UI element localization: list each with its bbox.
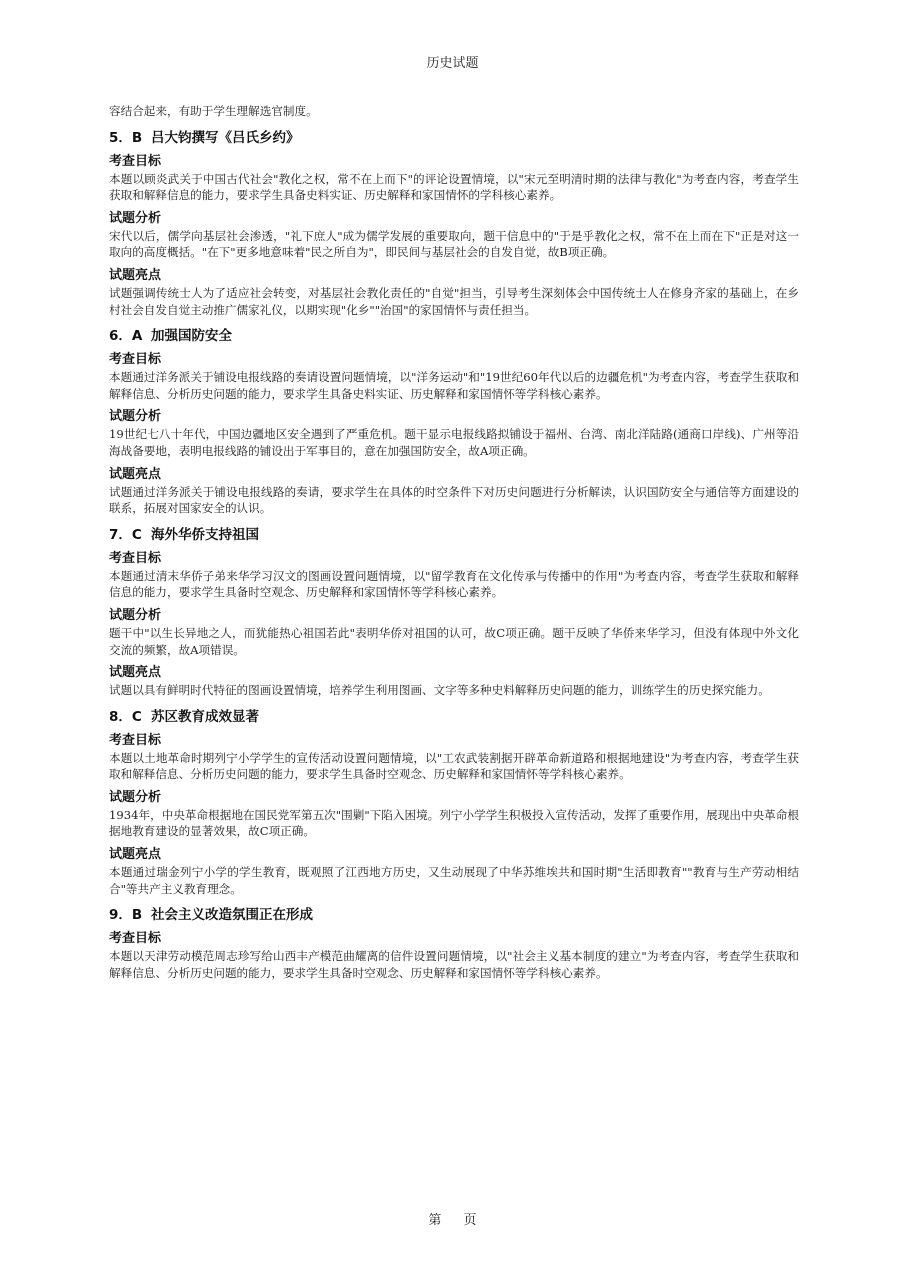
section-paragraph: 本题以天津劳动模范周志珍写给山西丰产模范曲耀离的信件设置问题情境，以"社会主义基本制度的建立"为考查内容，考查学生获取和解释信息、分析历史问题的能力，要求学生具备时空观念、历史解释和家国情怀等学科核心素养。: [109, 949, 799, 980]
section-paragraph: 本题通过清末华侨子弟来华学习汉文的图画设置问题情境，以"留学教育在文化传承与传播中的作用"为考查内容，考查学生获取和解释信息的能力，要求学生具备时空观念、历史解释和家国情怀等学科核心素养。: [109, 568, 799, 600]
question-block: [109, 327, 799, 517]
section-paragraph: 1934年，中央革命根据地在国民党军第五次"围剿"下陷入困境。列宁小学学生积极投入宣传活动，发挥了重要作用，展现出中央革命根据地教育建设的显著效果，故C项正确。: [109, 807, 799, 839]
question-heading: [109, 906, 799, 924]
question-title: 社会主义改造氛围正在形成: [151, 907, 313, 924]
question-title: 海外华侨支持祖国: [151, 526, 259, 543]
section-heading: 试题分析: [109, 409, 162, 425]
section-paragraph: 本题以土地革命时期列宁小学学生的宣传活动设置问题情境，以"工农武装割据开辟革命新道路和根据地建设"为考查内容，考查学生获取和解释信息、分析历史问题的能力，要求学生具备时空观念、历史解释和家国情怀等学科核心素养。: [109, 750, 799, 782]
section-heading: 考查目标: [109, 153, 162, 169]
section-paragraph: 本题通过瑞金列宁小学的学生教育，既观照了江西地方历史，又生动展现了中华苏维埃共和国时期"生活即教育""教育与生产劳动相结合"等共产主义教育理念。: [109, 865, 799, 896]
section-heading: 试题亮点: [109, 847, 162, 863]
question-answer-number: 7．C: [109, 526, 142, 543]
page-header: 历史试题: [426, 56, 479, 71]
question-block: [109, 906, 799, 981]
section-heading: 试题亮点: [109, 665, 162, 681]
section-heading: 试题分析: [109, 210, 162, 226]
intro-paragraph: 容结合起来，有助于学生理解选官制度。: [109, 104, 318, 118]
section-paragraph: 试题通过洋务派关于铺设电报线路的奏请，要求学生在具体的时空条件下对历史问题进行分析解读，认识国防安全与通信等方面建设的联系，拓展对国家安全的认识。: [109, 484, 799, 516]
page-footer: 第 页: [428, 1213, 477, 1228]
question-heading: [109, 708, 799, 726]
question-block: [109, 526, 799, 699]
section-heading: 试题分析: [109, 789, 162, 805]
section-paragraph: 本题通过洋务派关于铺设电报线路的奏请设置问题情境，以"洋务运动"和"19世纪60年代以后的边疆危机"为考查内容，考查学生获取和解释信息、分析历史问题的能力，要求学生具备史料实证、历史解释和家国情怀等学科核心素养。: [109, 370, 799, 401]
section-paragraph: 19世纪七八十年代，中国边疆地区安全遇到了严重危机。题干显示电报线路拟铺设于福州、台湾、南北洋陆路(通商口岸线)、广州等沿海战备要地，表明电报线路的铺设出于军事目的，意在加强国防安全，故A项正确。: [109, 427, 799, 458]
section-paragraph: 试题强调传统士人为了适应社会转变，对基层社会教化责任的"自觉"担当，引导考生深刻体会中国传统士人在修身齐家的基础上，在乡村社会自发自觉主动推广儒家礼仪，以期实现"化乡""治国"的家国情怀与责任担当。: [109, 285, 799, 317]
question-title: 吕大钧撰写《吕氏乡约》: [151, 129, 300, 146]
section-paragraph: 宋代以后，儒学向基层社会渗透，"礼下庶人"成为儒学发展的重要取向，题干信息中的"于是乎教化之权，常不在上而在下"正是对这一取向的高度概括。"在下"更多地意味着"民之所自为"，即民间与基层社会的自发自觉，故B项正确。: [109, 228, 799, 260]
question-answer-number: 9．B: [109, 907, 143, 924]
section-heading: 考查目标: [109, 732, 162, 748]
question-block: [109, 129, 799, 319]
section-heading: 考查目标: [109, 550, 162, 566]
section-heading: 考查目标: [109, 931, 162, 947]
question-title: 苏区教育成效显著: [151, 708, 259, 725]
question-heading: [109, 327, 799, 345]
document-body: [109, 103, 799, 981]
section-paragraph: 本题以顾炎武关于中国古代社会"教化之权，常不在上而下"的评论设置情境，以"宋元至明清时期的法律与教化"为考查内容，考查学生获取和解释信息的能力，要求学生具备史料实证、历史解释和家国情怀的学科核心素养。: [109, 171, 799, 203]
question-answer-number: 8．C: [109, 708, 142, 725]
section-paragraph: 试题以具有鲜明时代特征的图画设置情境，培养学生利用图画、文字等多种史料解释历史问题的能力，训练学生的历史探究能力。: [109, 683, 770, 698]
section-heading: 考查目标: [109, 352, 162, 368]
section-heading: 试题亮点: [109, 466, 162, 482]
question-heading: [109, 129, 799, 147]
question-list: [109, 129, 799, 982]
section-heading: 试题分析: [109, 607, 162, 623]
question-answer-number: 6．A: [109, 328, 143, 345]
section-heading: 试题亮点: [109, 267, 162, 283]
question-heading: [109, 526, 799, 544]
question-block: [109, 708, 799, 898]
section-paragraph: 题干中"以生长异地之人，而犹能热心祖国若此"表明华侨对祖国的认可，故C项正确。题干反映了华侨来华学习，但没有体现中外文化交流的频繁，故A项错误。: [109, 625, 799, 657]
question-answer-number: 5．B: [109, 129, 143, 146]
question-title: 加强国防安全: [151, 328, 232, 345]
